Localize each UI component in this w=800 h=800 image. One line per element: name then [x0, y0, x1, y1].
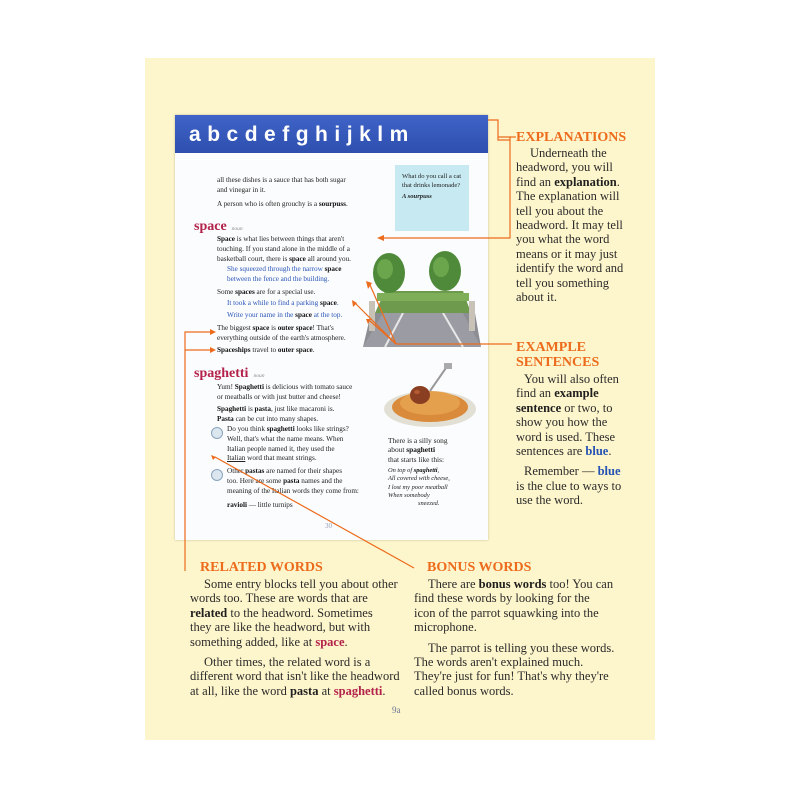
alpha-letter: l — [377, 122, 384, 146]
intro-text: all these dishes is a sauce that has both sugar and vinegar in it. A person who is often grouchy is a sourpuss. — [217, 176, 348, 208]
example-sentences-text: You will also often find an example sentence or two, to show you how the word is used. These sentences are blue. Remember — blue is the clue to ways to use the word. — [516, 372, 622, 508]
example-sentences-heading: EXAMPLE SENTENCES — [516, 340, 600, 370]
related-words-text: Some entry blocks tell you about other words too. These are words that are related to the headword. Sometimes they are like the headword, but with something added, like at space. Other times, the related word is a different word that isn't like the headword at all, like the word pasta at spaghetti. — [190, 577, 400, 698]
alpha-letter: e — [264, 122, 276, 146]
related-words-heading: RELATED WORDS — [200, 560, 323, 575]
space-related-1: The biggest space is outer space! That's everything outside of the earth's atmosphere. — [217, 324, 346, 342]
alpha-letter: h — [315, 122, 328, 146]
alpha-letter: a — [189, 122, 201, 146]
space-related-2: Spaceships travel to outer space. — [217, 346, 315, 354]
alpha-letter: c — [226, 122, 239, 146]
explanations-text: Underneath the headword, you will find an explanation. The explanation will tell you about the headword. It may tell you what the word means or it may just identify the word and tell you something about it. — [516, 146, 624, 305]
bonus-words-text: There are bonus words too! You can find these words by looking for the icon of the parrot squawking into the microphone. The parrot is telling you these words. The words aren't explained much. They're just for fun! That's why they're called bonus words. — [414, 577, 615, 698]
song-lyrics: On top of spaghetti, All covered with cheese, I lost my poor meatball When somebody sneezed. — [388, 467, 450, 508]
space-explanation: Space is what lies between things that aren't touching. If you stand alone in the middle of a basketball court, there is space all around you. — [217, 235, 351, 263]
alpha-letter: i — [334, 122, 341, 146]
space-example-1: She squeezed through the narrow space between the fence and the building. — [227, 265, 342, 283]
spaghetti-bonus-2: Other pastas are named for their shapes too. Here are some pasta names and the meaning of the Italian words they come from: — [227, 467, 359, 495]
spaghetti-related: Spaghetti is pasta, just like macaroni is. Pasta can be cut into many shapes. — [217, 405, 335, 423]
headword-spaghetti: spaghetti noun — [194, 366, 265, 381]
page-number: 9a — [392, 705, 401, 715]
alpha-letter: f — [282, 122, 290, 146]
headword-space: space noun — [194, 219, 243, 234]
alpha-letter: g — [295, 122, 309, 146]
space-example-3: Write your name in the space at the top. — [227, 311, 343, 319]
alpha-letter: d — [244, 122, 258, 146]
space-example-2: It took a while to find a parking space. — [227, 299, 339, 307]
alpha-letter: j — [346, 122, 353, 146]
alpha-letter: b — [207, 122, 221, 146]
spaghetti-bonus-1: Do you think spaghetti looks like strings? Well, that's what the name means. When Italian people named it, they used the Italian word that meant strings. — [227, 425, 349, 463]
explanations-heading: EXPLANATIONS — [516, 130, 627, 145]
spaghetti-explanation: Yum! Spaghetti is delicious with tomato sauce or meatballs or with just butter and cheese! — [217, 383, 353, 401]
dictionary-page-number: 30 — [325, 522, 332, 530]
alpha-letter: k — [359, 122, 371, 146]
space-explanation-2: Some spaces are for a special use. — [217, 288, 316, 296]
riddle-box: What do you call a cat that drinks lemonade? A sourpuss — [395, 165, 469, 231]
bonus-words-heading: BONUS WORDS — [427, 560, 532, 575]
spaghetti-bonus-3: ravioli — little turnips — [227, 501, 293, 509]
song-intro: There is a silly song about spaghetti that starts like this: — [388, 436, 448, 464]
alpha-letter: m — [389, 122, 409, 146]
